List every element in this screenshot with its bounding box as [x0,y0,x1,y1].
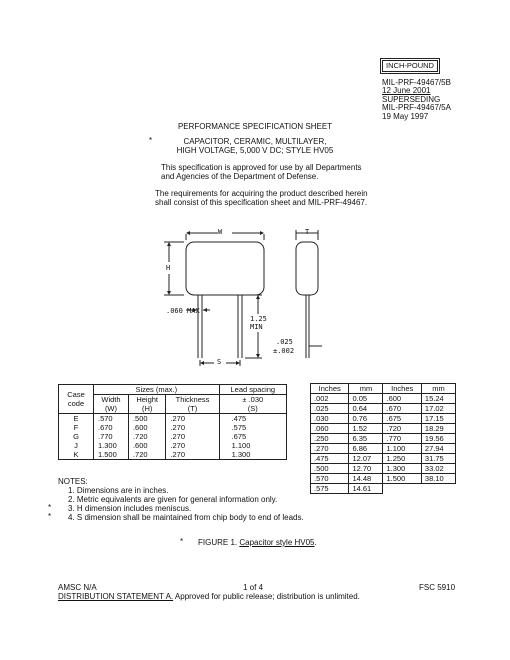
doc-date: 12 June 2001 [382,86,431,95]
fsc-label: FSC 5910 [419,583,456,592]
note-1: 1. Dimensions are in inches. [68,486,169,495]
conv-row: .025 0.64 .670 17.02 [311,404,456,414]
capacitor-body [186,242,264,295]
title-line-2: HIGH VOLTAGE, 5,000 V DC; STYLE HV05 [176,146,334,155]
dim-t-label: T [305,228,310,236]
conversion-table [310,383,456,494]
approval-line-1: This specification is approved for use by all Departments [161,163,362,172]
approval-line-2: and Agencies of the Department of Defense. [161,172,319,181]
change-star: * [149,136,153,145]
width-column: .570 .670 .770 1.300 1.500 [94,414,129,460]
lead-max-label: .060 MAX [166,307,200,315]
dim-h-label: H [166,264,171,272]
title-line-1: CAPACITOR, CERAMIC, MULTILAYER, [183,137,327,146]
note-4: 4. S dimension shall be maintained from chip body to end of leads. [68,513,304,522]
note-3: 3. H dimension includes meniscus. [68,504,192,513]
distribution-statement [58,592,360,601]
capacitor-drawing [150,220,340,370]
previous-doc-date: 19 May 1997 [382,112,429,121]
height-header: Height (H) [128,395,165,414]
thickness-column: .270 .270 .270 .270 .270 [166,414,219,460]
conv-row: .575 14.61 [311,484,456,494]
dim-w-label: W [218,228,223,236]
conv-row: .030 0.76 .675 17.15 [311,414,456,424]
dim-s-label: S [217,358,222,366]
figure-caption: FIGURE 1. Capacitor style HV05. [198,538,317,547]
figure-title: Capacitor style HV05 [239,538,315,547]
width-header: Width (W) [94,395,129,414]
min-length-label-1: 1.25 [250,315,267,323]
sizes-table [58,384,287,460]
lead-tol-label-1: .025 [276,338,293,346]
distribution-label: DISTRIBUTION STATEMENT A. [58,592,174,601]
conv-header: Inches [383,384,421,394]
requirements-line-2: shall consist of this specification sheet and MIL-PRF-49467. [155,198,368,207]
conv-header: mm [421,384,455,394]
notes-heading: NOTES: [58,477,88,486]
conv-row: .250 6.35 .770 19.56 [311,434,456,444]
superseding-label: SUPERSEDING [382,95,441,104]
distribution-text: Approved for public release; distribution is unlimited. [173,592,360,601]
figure-label: FIGURE 1. [198,538,238,547]
lead-tol-label-2: ±.002 [273,347,295,355]
conv-header: mm [349,384,383,394]
conv-row: .570 14.48 1.500 38.10 [311,474,456,484]
requirements-line-1: The requirements for acquiring the product described herein [155,189,368,198]
amsc-label: AMSC N/A [58,583,97,592]
spacing-column: .475 .575 .675 1.100 1.300 [219,414,286,460]
inch-pound-box: INCH-POUND [382,60,438,72]
note-3-star: * [48,503,52,512]
note-2: 2. Metric equivalents are given for general information only. [68,495,278,504]
conv-row: .475 12.07 1.250 31.75 [311,454,456,464]
previous-doc-number: MIL-PRF-49467/5A [382,103,451,112]
conv-row: .060 1.52 .720 18.29 [311,424,456,434]
sheet-title: PERFORMANCE SPECIFICATION SHEET [177,122,333,131]
lead-spacing-header: Lead spacing [219,385,286,395]
note-4-star: * [48,512,52,521]
min-length-label-2: MIN [250,323,263,331]
conv-header: Inches [311,384,349,394]
height-column: .500 .600 .720 .600 .720 [128,414,165,460]
page-number: 1 of 4 [243,583,264,592]
conv-row: .002 0.05 .600 15.24 [311,394,456,404]
figure-star: * [180,537,184,546]
thickness-header: Thickness (T) [166,395,219,414]
conv-row: .500 12.70 1.300 33.02 [311,464,456,474]
conv-row: .270 6.86 1.100 27.94 [311,444,456,454]
sizes-header: Sizes (max.) [94,385,220,395]
doc-number: MIL-PRF-49467/5B [382,78,451,87]
case-code-header: Case code [59,385,94,414]
case-code-column: E F G J K [59,414,94,460]
spacing-subheader: ± .030 (S) [219,395,286,414]
